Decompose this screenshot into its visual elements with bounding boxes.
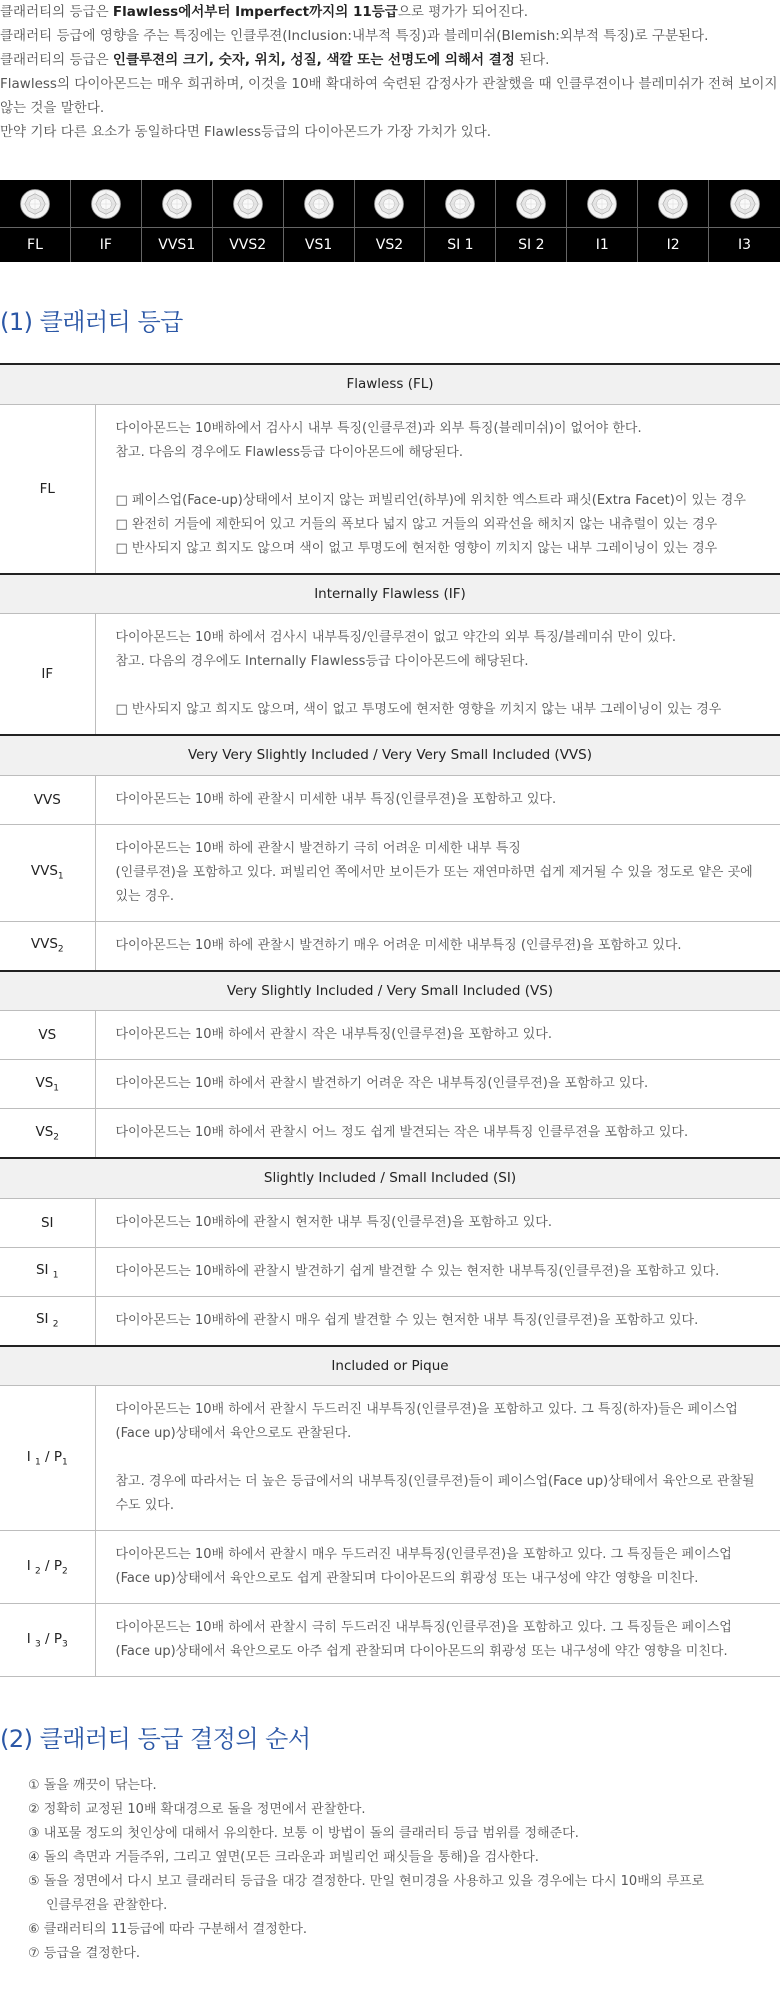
grade-strip-cell bbox=[355, 180, 426, 262]
list-item: ① 돌을 깨끗이 닦는다. bbox=[28, 1778, 157, 1793]
grade-strip-cell bbox=[567, 180, 638, 262]
clarity-grade-strip bbox=[0, 180, 780, 262]
table-row bbox=[0, 1296, 780, 1346]
table-row bbox=[0, 1531, 780, 1604]
table-row bbox=[0, 1604, 780, 1677]
table-row bbox=[0, 1386, 780, 1531]
list-item: ② 정확히 교정된 10배 확대경으로 돌을 정면에서 관찰한다. bbox=[28, 1802, 366, 1817]
grading-steps-list bbox=[0, 1774, 780, 1966]
grade-strip-cell bbox=[709, 180, 780, 262]
table-group-heading-if: Internally Flawless (IF) bbox=[0, 574, 780, 614]
grade-strip-label: FL bbox=[27, 237, 43, 253]
grade-strip-cell bbox=[213, 180, 284, 262]
grade-strip-label: I3 bbox=[738, 237, 752, 253]
table-row bbox=[0, 1247, 780, 1296]
grade-strip-cell bbox=[284, 180, 355, 262]
grade-description: 다이아몬드는 10배 하에서 관찰시 극히 두드러진 내부특징(인클루젼)을 포함하고 있다. 그 특징들은 페이스업(Face up)상태에서 육안으로도 아주 쉽게 관찰되며 다이아몬드의 휘광성 또는 내구성에 약간 영향을 미친다. bbox=[95, 1604, 780, 1677]
grade-description: 다이아몬드는 10배 하에서 관찰시 작은 내부특징(인클루젼)을 포함하고 있다. bbox=[95, 1011, 780, 1060]
grade-strip-label: VVS2 bbox=[229, 237, 267, 253]
grade-strip-label: SI 1 bbox=[447, 237, 474, 253]
intro-line-1: 클래러티의 등급은 Flawless에서부터 Imperfect까지의 11등급으로 평가가 되어진다. bbox=[0, 4, 529, 20]
table-group-heading-fl: Flawless (FL) bbox=[0, 364, 780, 404]
grade-code: SI $_1$ bbox=[0, 1247, 95, 1296]
grade-description: 다이아몬드는 10배하에 관찰시 발견하기 쉽게 발견할 수 있는 현저한 내부특징(인클루젼)을 포함하고 있다. bbox=[95, 1247, 780, 1296]
intro-text bbox=[0, 0, 780, 144]
grade-code: I $_1 / P_1$ bbox=[0, 1386, 95, 1531]
grade-code: IF bbox=[0, 614, 95, 736]
table-row bbox=[0, 1198, 780, 1247]
grade-strip-label: VS2 bbox=[375, 237, 404, 253]
grade-strip-cell bbox=[0, 180, 71, 262]
grade-strip-label: SI 2 bbox=[518, 237, 545, 253]
section-1-title: (1) 클래러티 등급 bbox=[0, 308, 183, 336]
grade-code: I $_2 / P_2$ bbox=[0, 1531, 95, 1604]
grade-strip-label: I1 bbox=[595, 237, 609, 253]
diamond-icon bbox=[567, 180, 637, 228]
list-item: ④ 돌의 측면과 거들주위, 그리고 옆면(모든 크라운과 퍼빌리언 패싯들을 통해)을 검사한다. bbox=[28, 1850, 539, 1865]
section-2-title: (2) 클래러티 등급 결정의 순서 bbox=[0, 1725, 311, 1753]
grade-code: $VS_1$ bbox=[0, 1060, 95, 1109]
list-item: 인클루젼을 관찰한다. bbox=[46, 1898, 168, 1913]
table-row bbox=[0, 614, 780, 736]
grade-code: FL bbox=[0, 404, 95, 574]
table-row bbox=[0, 1011, 780, 1060]
intro-line-2: 클래러티 등급에 영향을 주는 특징에는 인클루젼(Inclusion:내부적 특징)과 블레미쉬(Blemish:외부적 특징)로 구분된다. bbox=[0, 28, 709, 44]
table-row bbox=[0, 1109, 780, 1159]
grade-description: 다이아몬드는 10배 하에서 검사시 내부특징/인클루젼이 없고 약간의 외부 특징/블레미쉬 만이 있다. 참고. 다음의 경우에도 Internally Flawless등급 다이아몬드에 해당된다. □ 반사되지 않고 희지도 않으며, 색이 없고 투명도에 현저한 영향을 끼치지 않는 내부 그레이닝이 있는 경우 bbox=[95, 614, 780, 736]
grade-strip-label: I2 bbox=[666, 237, 680, 253]
diamond-icon bbox=[425, 180, 495, 228]
grade-strip-cell bbox=[71, 180, 142, 262]
list-item: ③ 내포물 정도의 첫인상에 대해서 유의한다. 보통 이 방법이 돌의 클래러티 등급 범위를 정해준다. bbox=[28, 1826, 579, 1841]
grade-code: I $_3 / P_3$ bbox=[0, 1604, 95, 1677]
grade-strip-cell bbox=[496, 180, 567, 262]
grade-strip-label: IF bbox=[99, 237, 112, 253]
diamond-icon bbox=[355, 180, 425, 228]
table-row bbox=[0, 921, 780, 971]
grade-description: 다이아몬드는 10배 하에 관찰시 미세한 내부 특징(인클루젼)을 포함하고 있다. bbox=[95, 775, 780, 824]
intro-line-5: 만약 기타 다른 요소가 동일하다면 Flawless등급의 다이아몬드가 가장 가치가 있다. bbox=[0, 124, 492, 140]
table-row bbox=[0, 404, 780, 574]
grade-strip-cell bbox=[425, 180, 496, 262]
diamond-icon bbox=[709, 180, 780, 228]
grade-description: 다이아몬드는 10배하에서 검사시 내부 특징(인클루젼)과 외부 특징(블레미쉬)이 없어야 한다. 참고. 다음의 경우에도 Flawless등급 다이아몬드에 해당된다. □ 페이스업(Face-up)상태에서 보이지 않는 퍼빌리언(하부)에 위치한 엑스트라 패싯(Extra Facet)이 있는 경우 □ 완전히 거들에 제한되어 있고 거들의 폭보다 넓지 않고 거들의 외곽선을 해치지 않는 내츄럴이 있는 경우 □ 반사되지 않고 희지도 않으며 색이 없고 투명도에 현저한 영향이 끼치지 않는 내부 그레이닝이 있는 경우 bbox=[95, 404, 780, 574]
clarity-grade-table bbox=[0, 363, 780, 1677]
grade-description: 다이아몬드는 10배 하에서 관찰시 매우 두드러진 내부특징(인클루젼)을 포함하고 있다. 그 특징들은 페이스업(Face up)상태에서 육안으로도 쉽게 관찰되며 다이아몬드의 휘광성 또는 내구성에 약간 영향을 미친다. bbox=[95, 1531, 780, 1604]
grade-strip-cell bbox=[638, 180, 709, 262]
diamond-icon bbox=[0, 180, 70, 228]
grade-description: 다이아몬드는 10배 하에 관찰시 발견하기 매우 어려운 미세한 내부특징 (인클루젼)을 포함하고 있다. bbox=[95, 921, 780, 971]
table-group-heading-si: Slightly Included / Small Included (SI) bbox=[0, 1158, 780, 1198]
diamond-icon bbox=[71, 180, 141, 228]
intro-line-4: Flawless의 다이아몬드는 매우 희귀하며, 이것을 10배 확대하여 숙련된 감정사가 관찰했을 때 인클루젼이나 블레미쉬가 전혀 보이지 않는 것을 말한다. bbox=[0, 76, 778, 116]
grade-description: 다이아몬드는 10배 하에서 관찰시 발견하기 어려운 작은 내부특징(인클루젼)을 포함하고 있다. bbox=[95, 1060, 780, 1109]
grade-code: VS bbox=[0, 1011, 95, 1060]
table-row bbox=[0, 775, 780, 824]
grade-strip-cell bbox=[142, 180, 213, 262]
list-item: ⑥ 클래러티의 11등급에 따라 구분해서 결정한다. bbox=[28, 1922, 308, 1937]
grade-strip-label: VS1 bbox=[304, 237, 333, 253]
grade-code: SI bbox=[0, 1198, 95, 1247]
grade-description: 다이아몬드는 10배 하에 관찰시 발견하기 극히 어려운 미세한 내부 특징 (인클루젼)을 포함하고 있다. 퍼빌리언 쪽에서만 보이든가 또는 재연마하면 쉽게 제거될 수 있을 정도로 얕은 곳에 있는 경우. bbox=[95, 824, 780, 921]
table-row bbox=[0, 824, 780, 921]
grade-description: 다이아몬드는 10배하에 관찰시 매우 쉽게 발견할 수 있는 현저한 내부 특징(인클루젼)을 포함하고 있다. bbox=[95, 1296, 780, 1346]
diamond-icon bbox=[142, 180, 212, 228]
grade-strip-label: VVS1 bbox=[158, 237, 196, 253]
grade-description: 다이아몬드는 10배하에 관찰시 현저한 내부 특징(인클루젼)을 포함하고 있다. bbox=[95, 1198, 780, 1247]
grade-code: VVS bbox=[0, 775, 95, 824]
grade-code: $VVS_2$ bbox=[0, 921, 95, 971]
grade-code: $VS_2$ bbox=[0, 1109, 95, 1159]
table-row bbox=[0, 1060, 780, 1109]
grade-description: 다이아몬드는 10배 하에서 관찰시 두드러진 내부특징(인클루젼)을 포함하고 있다. 그 특징(하자)들은 페이스업(Face up)상태에서 육안으로도 관찰된다. 참고. 경우에 따라서는 더 높은 등급에서의 내부특징(인클루젼)들이 페이스업(Face up)상태에서 육안으로 관찰될 수도 있다. bbox=[95, 1386, 780, 1531]
grade-code: SI $_2$ bbox=[0, 1296, 95, 1346]
diamond-icon bbox=[213, 180, 283, 228]
table-group-heading-ip: Included or Pique bbox=[0, 1346, 780, 1386]
table-group-heading-vs: Very Slightly Included / Very Small Included (VS) bbox=[0, 971, 780, 1011]
diamond-icon bbox=[496, 180, 566, 228]
table-group-heading-vvs: Very Very Slightly Included / Very Very Small Included (VVS) bbox=[0, 735, 780, 775]
grade-description: 다이아몬드는 10배 하에서 관찰시 어느 정도 쉽게 발견되는 작은 내부특징 인클루젼을 포함하고 있다. bbox=[95, 1109, 780, 1159]
intro-line-3: 클래러티의 등급은 인클루젼의 크기, 숫자, 위치, 성질, 색깔 또는 선명도에 의해서 결정 된다. bbox=[0, 52, 550, 68]
diamond-icon bbox=[284, 180, 354, 228]
list-item: ⑤ 돌을 정면에서 다시 보고 클래러티 등급을 대강 결정한다. 만일 현미경을 사용하고 있을 경우에는 다시 10배의 루프로 bbox=[28, 1874, 705, 1889]
diamond-icon bbox=[638, 180, 708, 228]
list-item: ⑦ 등급을 결정한다. bbox=[28, 1946, 140, 1961]
grade-code: $VVS_1$ bbox=[0, 824, 95, 921]
